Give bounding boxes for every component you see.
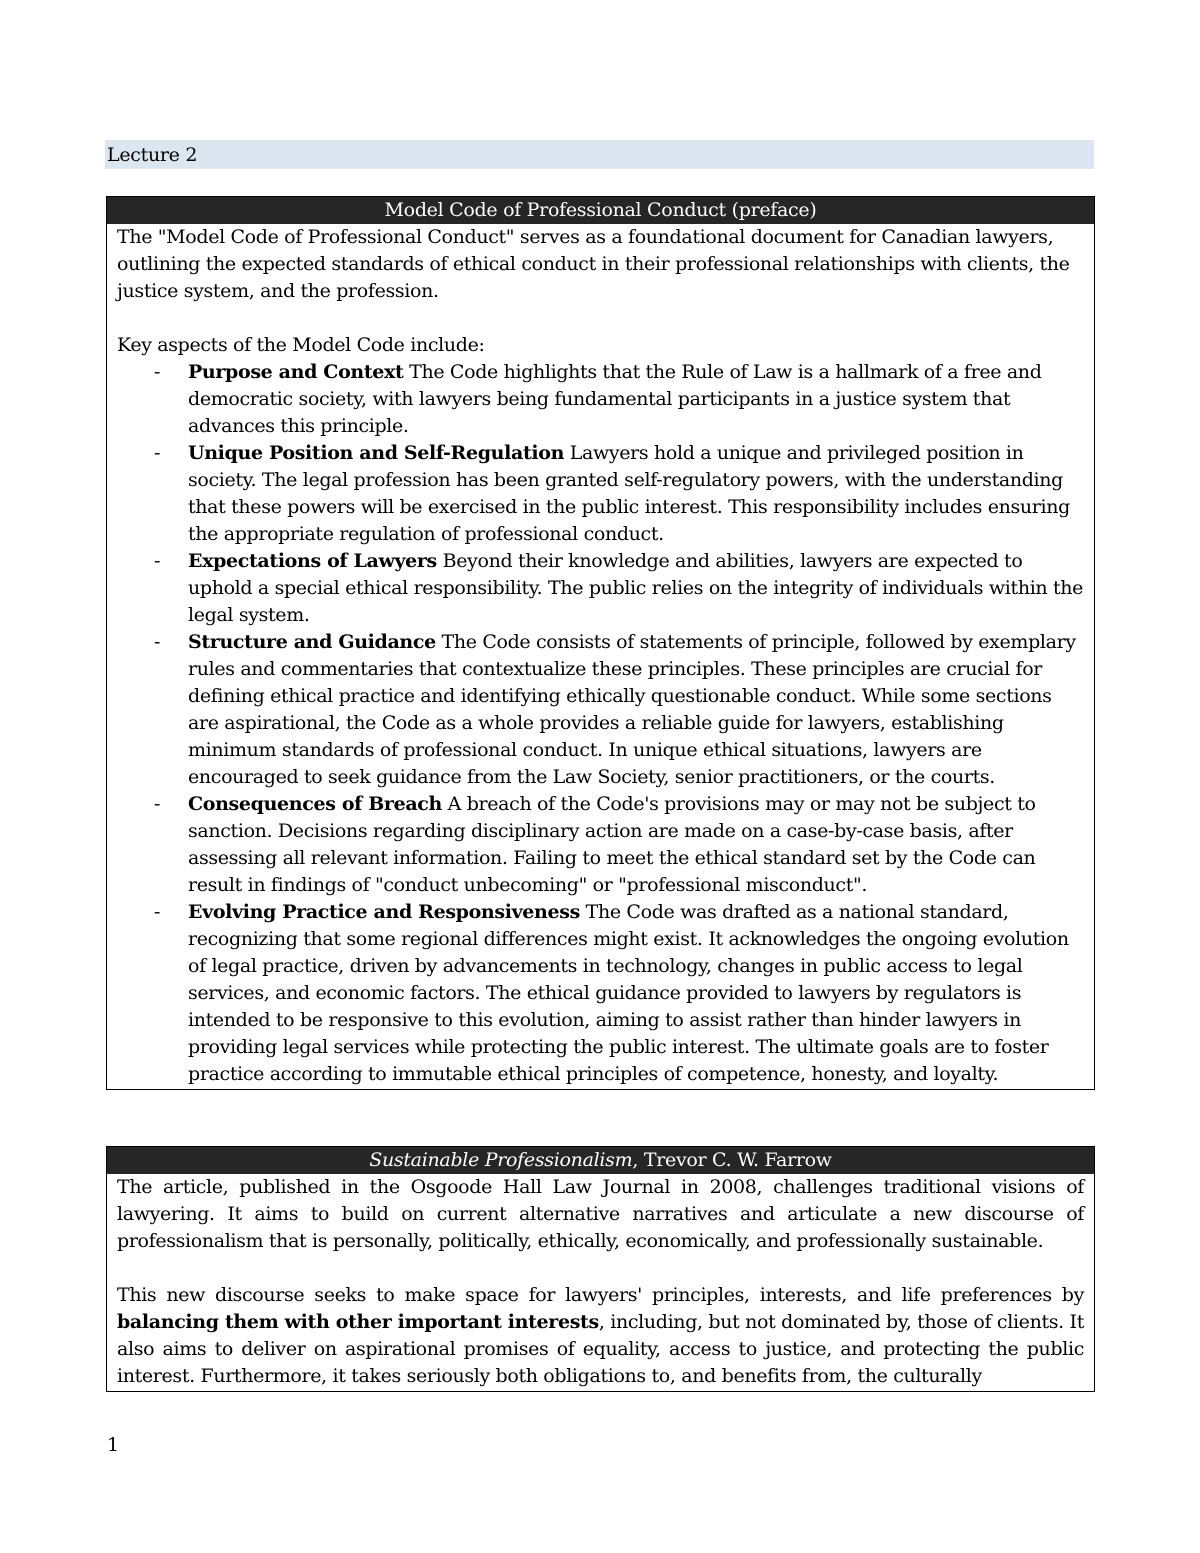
list-item: [117, 359, 1084, 440]
sustainable-professionalism-box: [106, 1146, 1095, 1392]
page-number: 1: [107, 1434, 120, 1456]
list-item: [117, 899, 1084, 1088]
list-item-title: Purpose and Context: [188, 361, 404, 383]
lecture-heading: [105, 140, 1094, 169]
list-item-title: Structure and Guidance: [188, 631, 436, 653]
list-item-title: Evolving Practice and Responsiveness: [188, 901, 580, 923]
paragraph-2-end: , including, but not dominated by, those of clients. It also aims to deliver on aspirational promises of equality, access to justice, and protecting the public interest. Furthermore, it takes seriously both obligations to, and benefits from, the culturally: [117, 1311, 1084, 1387]
article-title: Sustainable Professionalism: [369, 1149, 633, 1171]
list-item: [117, 440, 1084, 548]
list-item: [117, 548, 1084, 629]
article-paragraph-2: [117, 1282, 1084, 1390]
bullet-dash: -: [154, 361, 161, 383]
bullet-dash: -: [154, 793, 161, 815]
model-code-body: [107, 224, 1094, 1089]
bullet-dash: -: [154, 550, 161, 572]
list-item: [117, 629, 1084, 791]
spacer: [117, 1255, 1084, 1282]
list-item-text: The Code highlights that the Rule of Law is a hallmark of a free and democratic society, with lawyers being fundamental participants in a justice system that advances this principle.: [188, 361, 1042, 437]
sustainable-professionalism-header: [107, 1147, 1094, 1174]
list-item-text: Lawyers hold a unique and privileged position in society. The legal profession has been granted self-regulatory powers, with the understanding that these powers will be exercised in the public interest. This responsibility includes ensuring the appropriate regulation of professional conduct.: [188, 442, 1070, 545]
paragraph-2-start: This new discourse seeks to make space for lawyers' principles, interests, and life preferences by: [117, 1284, 1084, 1306]
model-code-header: Model Code of Professional Conduct (preface): [107, 197, 1094, 224]
model-code-intro: The "Model Code of Professional Conduct" serves as a foundational document for Canadian lawyers, outlining the expected standards of ethical conduct in their professional relationships with clients, the justice system, and the profession.: [117, 226, 1070, 302]
list-item-text: The Code was drafted as a national standard, recognizing that some regional differences might exist. It acknowledges the ongoing evolution of legal practice, driven by advancements in technology, changes in public access to legal services, and economic factors. The ethical guidance provided to lawyers by regulators is intended to be responsive to this evolution, aiming to assist rather than hinder lawyers in providing legal services while protecting the public interest. The ultimate goals are to foster practice according to immutable ethical principles of competence, honesty, and loyalty.: [188, 901, 1069, 1085]
bullet-dash: -: [154, 631, 161, 653]
sustainable-professionalism-body: [107, 1174, 1094, 1391]
list-item: [117, 791, 1084, 899]
list-item-text: A breach of the Code's provisions may or may not be subject to sanction. Decisions regarding disciplinary action are made on a case-by-case basis, after assessing all relevant information. Failing to meet the ethical standard set by the Code can result in findings of "conduct unbecoming" or "professional misconduct".: [188, 793, 1036, 896]
list-item-title: Consequences of Breach: [188, 793, 442, 815]
list-item-title: Expectations of Lawyers: [188, 550, 437, 572]
spacer: [117, 305, 1084, 332]
model-code-box: [106, 196, 1095, 1090]
list-item-text: The Code consists of statements of principle, followed by exemplary rules and commentaries that contextualize these principles. These principles are crucial for defining ethical practice and identifying ethically questionable conduct. While some sections are aspirational, the Code as a whole provides a reliable guide for lawyers, establishing minimum standards of professional conduct. In unique ethical situations, lawyers are encouraged to seek guidance from the Law Society, senior practitioners, or the courts.: [188, 631, 1076, 788]
paragraph-2-bold: balancing them with other important interests: [117, 1311, 599, 1333]
bullet-dash: -: [154, 901, 161, 923]
list-item-title: Unique Position and Self-Regulation: [188, 442, 565, 464]
bullet-dash: -: [154, 442, 161, 464]
list-item-text: Beyond their knowledge and abilities, lawyers are expected to uphold a special ethical responsibility. The public relies on the integrity of individuals within the legal system.: [188, 550, 1084, 626]
article-paragraph-1: The article, published in the Osgoode Hall Law Journal in 2008, challenges traditional visions of lawyering. It aims to build on current alternative narratives and articulate a new discourse of professionalism that is personally, politically, ethically, economically, and professionally sustainable.: [117, 1176, 1084, 1252]
article-author: , Trevor C. W. Farrow: [632, 1149, 832, 1171]
key-aspects-label: Key aspects of the Model Code include:: [117, 334, 485, 356]
key-aspects-list: [117, 359, 1084, 1088]
lecture-heading-text: Lecture 2: [107, 144, 198, 166]
